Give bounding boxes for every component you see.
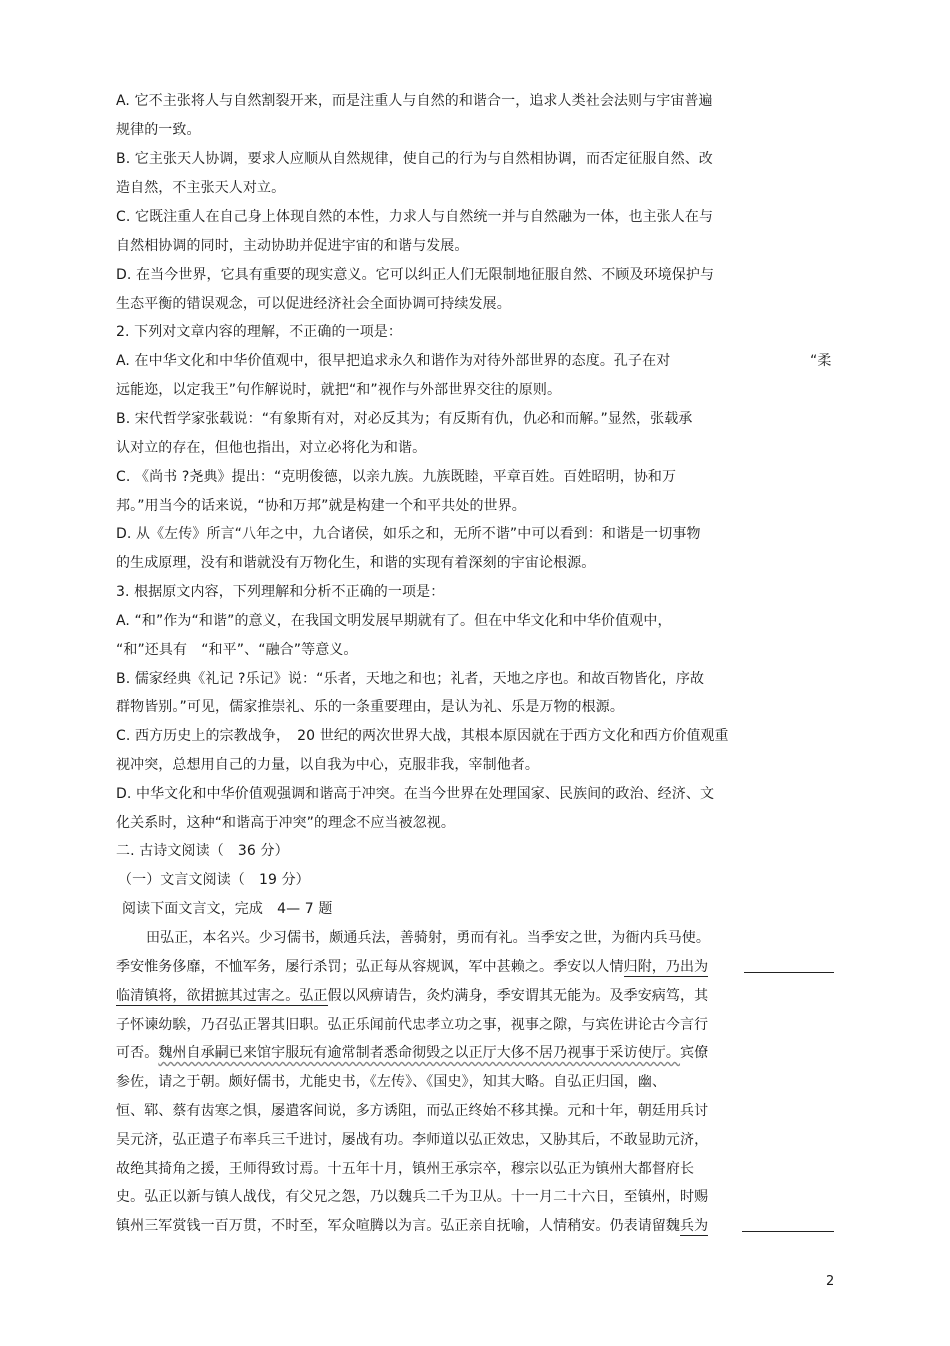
- text-line: 视冲突，总想用自己的力量，以自我为中心，克服非我，宰制他者。: [116, 757, 539, 773]
- text-line: 邦。”用当今的话来说，“协和万邦”就是构建一个和平共处的世界。: [116, 498, 526, 514]
- passage-line: [116, 986, 708, 1006]
- text-line: 的生成原理，没有和谐就没有万物化生，和谐的实现有着深刻的宇宙论根源。: [116, 555, 596, 571]
- text-line: D. 在当今世界，它具有重要的现实意义。它可以纠正人们无限制地征服自然、不顾及环境保护与: [116, 267, 715, 283]
- instruction-line: 阅读下面文言文，完成 4— 7 题: [122, 901, 333, 917]
- underlined-sentence: 归附，乃出为: [623, 959, 709, 975]
- text-line: 化关系时，这种“和谐高于冲突”的理念不应当被忽视。: [116, 815, 456, 831]
- text-line: C. 它既注重人在自己身上体现自然的本性，力求人与自然统一并与自然融为一体，也主张人在与: [116, 209, 714, 225]
- passage-line: [116, 1216, 708, 1236]
- text-line: 自然相协调的同时，主动协助并促进宇宙的和谐与发展。: [116, 238, 469, 254]
- text-line: 认对立的存在，但他也指出，对立必将化为和谐。: [116, 440, 427, 456]
- text-line: 生态平衡的错误观念，可以促进经济社会全面协调可持续发展。: [116, 296, 511, 312]
- text-line: 规律的一致。: [116, 122, 201, 138]
- text-line: B. 它主张天人协调，要求人应顺从自然规律，使自己的行为与自然相协调，而否定征服自然、改: [116, 151, 713, 167]
- passage-line: 子怀谏幼騃，乃召弘正署其旧职。弘正乐闻前代忠孝立功之事，视事之隙，与宾佐讲论古今言行: [116, 1017, 709, 1033]
- subsection-heading: （一）文言文阅读（ 19 分）: [118, 872, 310, 888]
- passage-line: [116, 1043, 708, 1063]
- passage-segment: 假以风痹请告，灸灼满身，季安谓其无能为。及季安病笃，其: [327, 988, 709, 1004]
- passage-line: 恒、郓、蔡有齿寒之惧，屡遣客间说，多方诱阻，而弘正终始不移其操。元和十年，朝廷用兵讨: [116, 1103, 709, 1119]
- section-heading: 二. 古诗文阅读（ 36 分）: [116, 843, 289, 859]
- underline-extension: [742, 1231, 834, 1232]
- text-line: A. 它不主张将人与自然割裂开来，而是注重人与自然的和谐合一，追求人类社会法则与宇宙普遍: [116, 93, 713, 109]
- page-number: 2: [826, 1274, 835, 1289]
- text-line: 远能迩，以定我王”句作解说时，就把“和”视作与外部世界交往的原则。: [116, 382, 562, 398]
- passage-line: [116, 957, 708, 977]
- passage-line: 参佐，请之于朝。颇好儒书，尤能史书，《左传》、《国史》，知其大略。自弘正归国，幽、: [116, 1074, 667, 1090]
- passage-segment: 镇州三军赏钱一百万贯，不时至，军众喧腾以为言。弘正亲自抚喻，人情稍安。仍表请留魏: [116, 1218, 680, 1234]
- passage-segment: 可否。: [116, 1045, 159, 1061]
- text-line: D. 从《左传》所言“八年之中，九合诸侯，如乐之和，无所不谐”中可以看到：和谐是一切事物: [116, 526, 701, 542]
- text-line: 群物皆别。”可见，儒家推崇礼、乐的一条重要理由，是认为礼、乐是万物的根源。: [116, 699, 624, 715]
- passage-line: 田弘正，本名兴。少习儒书，颇通兵法，善骑射，勇而有礼。当季安之世，为衙内兵马使。: [146, 930, 710, 946]
- underlined-sentence: 兵为: [680, 1218, 709, 1234]
- text-line: C. 《尚书 ?尧典》提出：“克明俊德，以亲九族。九族既睦，平章百姓。百姓昭明，协和万: [116, 469, 677, 485]
- underlined-sentence: 临清镇将，欲捃摭其过害之。弘正: [116, 988, 328, 1004]
- text-line: B. 宋代哲学家张载说：“有象斯有对，对必反其为；有反斯有仇，仇必和而解。”显然，张载承: [116, 411, 693, 427]
- passage-line: 吴元济，弘正遣子布率兵三千进讨，屡战有功。李师道以弘正效忠，又胁其后，不敢显助元济，: [116, 1132, 709, 1148]
- text-line: D. 中华文化和中华价值观强调和谐高于冲突。在当今世界在处理国家、民族间的政治、经济、文: [116, 786, 715, 802]
- question-heading: 2. 下列对文章内容的理解，不正确的一项是：: [116, 324, 403, 340]
- text-line: “和”还具有 “和平”、“融合”等意义。: [116, 642, 358, 658]
- text-line: A. “和”作为“和谐”的意义，在我国文明发展早期就有了。但在中华文化和中华价值观中，: [116, 613, 672, 629]
- passage-line: 史。弘正以新与镇人战伐，有父兄之怨，乃以魏兵二千为卫从。十一月二十六日，至镇州，时赐: [116, 1189, 709, 1205]
- text-line: 造自然，不主张天人对立。: [116, 180, 286, 196]
- underline-extension: [744, 972, 834, 973]
- passage-segment: 宾僚: [680, 1045, 709, 1061]
- text-line: B. 儒家经典《礼记 ?乐记》说：“乐者，天地之和也；礼者，天地之序也。和故百物皆化，序故: [116, 671, 705, 687]
- text-line: C. 西方历史上的宗教战争， 20 世纪的两次世界大战，其根本原因就在于西方文化和西方价值观重: [116, 728, 729, 744]
- passage-segment: 季安惟务侈靡，不恤军务，屡行杀罚；弘正每从容规讽，军中甚赖之。季安以人情: [116, 959, 624, 975]
- wavy-underlined-sentence: 魏州自承嗣已来馆宇服玩有逾常制者悉命彻毁之以正厅大侈不居乃视事于采访使厅。: [158, 1045, 681, 1061]
- text-line: A. 在中华文化和中华价值观中，很早把追求永久和谐作为对待外部世界的态度。孔子在对: [116, 353, 671, 369]
- question-heading: 3. 根据原文内容，下列理解和分析不正确的一项是：: [116, 584, 445, 600]
- text-line-fragment: “柔: [810, 353, 832, 369]
- passage-line: 故绝其掎角之援，王师得致讨焉。十五年十月，镇州王承宗卒，穆宗以弘正为镇州大都督府长: [116, 1161, 695, 1177]
